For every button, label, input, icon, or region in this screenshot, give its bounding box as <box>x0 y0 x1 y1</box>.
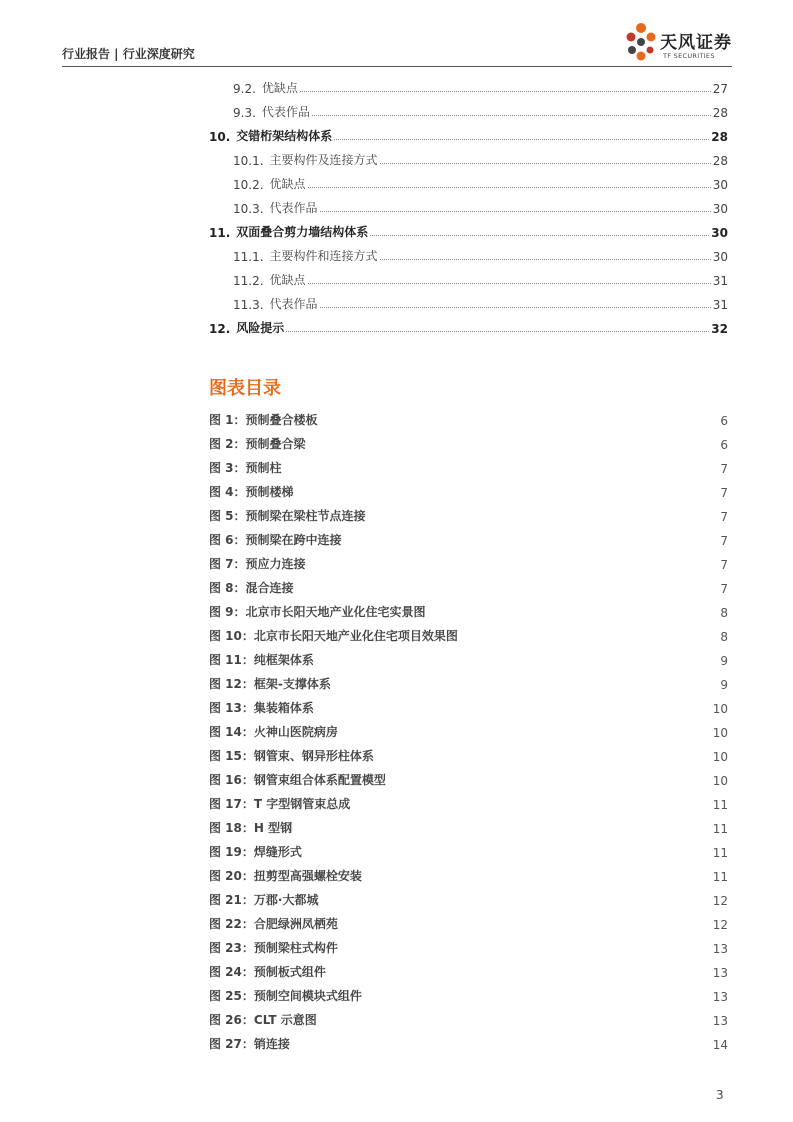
figure-entry-title: 钢管束、钢异形柱体系 <box>253 749 374 763</box>
table-of-contents <box>209 72 728 336</box>
figure-entry-page: 8 <box>720 606 728 620</box>
figure-entry[interactable] <box>209 980 728 1004</box>
figure-entry-title: 钢管束组合体系配置模型 <box>253 773 386 787</box>
figure-entry[interactable] <box>209 620 728 644</box>
figure-entry-label: 图 6： <box>209 533 246 547</box>
figure-entry-page: 10 <box>712 702 728 716</box>
figure-entry-title: 框架-支撑体系 <box>253 677 331 691</box>
figure-entry-title: 北京市长阳天地产业化住宅项目效果图 <box>253 629 458 643</box>
figure-entry[interactable] <box>209 500 728 524</box>
toc-entry-number: 11.3. <box>233 298 264 312</box>
figure-entry-title: 预制叠合梁 <box>245 437 306 451</box>
toc-entry[interactable] <box>209 192 728 216</box>
toc-entry-title: 优缺点 <box>269 177 306 191</box>
toc-leader-dots <box>300 91 711 92</box>
figure-entry[interactable] <box>209 860 728 884</box>
toc-leader-dots <box>320 211 711 212</box>
figure-entry-label: 图 5： <box>209 509 246 523</box>
figure-entry-page: 13 <box>712 1014 728 1028</box>
figure-entry-title: 纯框架体系 <box>253 653 314 667</box>
figure-entry-page: 7 <box>720 510 728 524</box>
figure-entry-page: 7 <box>720 486 728 500</box>
figure-entry[interactable] <box>209 404 728 428</box>
toc-entry-number: 9.2. <box>233 82 256 96</box>
toc-entry-title: 代表作品 <box>269 201 318 215</box>
figure-entry[interactable] <box>209 884 728 908</box>
toc-entry-title: 主要构件和连接方式 <box>269 249 378 263</box>
figure-entry[interactable] <box>209 932 728 956</box>
figure-entry-title: 万郡·大都城 <box>253 893 319 907</box>
toc-entry-title: 双面叠合剪力墙结构体系 <box>236 225 369 239</box>
figure-entry-title: 预应力连接 <box>245 557 306 571</box>
figure-entry-page: 13 <box>712 966 728 980</box>
toc-entry[interactable] <box>209 264 728 288</box>
figure-entry-label: 图 9： <box>209 605 246 619</box>
figure-entry-title: T 字型钢管束总成 <box>253 797 351 811</box>
figure-entry-label: 图 19： <box>209 845 254 859</box>
toc-entry[interactable] <box>209 72 728 96</box>
toc-entry-number: 11.2. <box>233 274 264 288</box>
company-logo <box>624 22 734 66</box>
figure-entry-label: 图 7： <box>209 557 246 571</box>
figure-entry-title: 预制梁在梁柱节点连接 <box>245 509 366 523</box>
figure-entry[interactable] <box>209 524 728 548</box>
toc-leader-dots <box>308 187 711 188</box>
figure-entry-page: 14 <box>712 1038 728 1052</box>
figure-entry-page: 12 <box>712 918 728 932</box>
toc-entry-page: 28 <box>712 154 728 168</box>
figure-entry-page: 7 <box>720 462 728 476</box>
figure-entry[interactable] <box>209 644 728 668</box>
figure-entry-label: 图 22： <box>209 917 254 931</box>
toc-leader-dots <box>308 283 711 284</box>
page-header <box>62 0 732 68</box>
toc-entry[interactable] <box>209 144 728 168</box>
figures-section-title: 图表目录 <box>209 378 281 399</box>
figure-entry-page: 6 <box>720 438 728 452</box>
header-title: 行业报告 | 行业深度研究 <box>62 47 195 61</box>
figure-entry-label: 图 24： <box>209 965 254 979</box>
toc-entry-number: 9.3. <box>233 106 256 120</box>
toc-entry-page: 30 <box>712 250 728 264</box>
toc-entry-page: 31 <box>712 298 728 312</box>
figure-entry-title: 焊缝形式 <box>253 845 302 859</box>
figure-entry-page: 11 <box>712 870 728 884</box>
figure-entry-title: 集装箱体系 <box>253 701 314 715</box>
toc-entry-title: 代表作品 <box>261 105 310 119</box>
figure-entry[interactable] <box>209 596 728 620</box>
figure-entry-title: 预制楼梯 <box>245 485 294 499</box>
figure-entry[interactable] <box>209 668 728 692</box>
figure-entry-page: 12 <box>712 894 728 908</box>
figure-entry[interactable] <box>209 572 728 596</box>
figure-entry-title: 合肥绿洲凤栖苑 <box>253 917 338 931</box>
toc-entry[interactable] <box>209 120 728 144</box>
figure-entry-label: 图 11： <box>209 653 254 667</box>
figure-entry-page: 7 <box>720 582 728 596</box>
toc-entry-number: 10. <box>209 130 231 144</box>
toc-entry-page: 30 <box>711 226 728 240</box>
figure-entry-page: 13 <box>712 990 728 1004</box>
figure-entry-label: 图 4： <box>209 485 246 499</box>
figure-entry-label: 图 10： <box>209 629 254 643</box>
figure-entry[interactable] <box>209 956 728 980</box>
figure-entry-page: 11 <box>712 798 728 812</box>
figure-entry-label: 图 16： <box>209 773 254 787</box>
figure-entry[interactable] <box>209 1028 728 1052</box>
figure-entry-title: 预制柱 <box>245 461 282 475</box>
figure-entry-label: 图 3： <box>209 461 246 475</box>
figure-entry-title: 预制梁柱式构件 <box>253 941 338 955</box>
toc-entry[interactable] <box>209 312 728 336</box>
header-divider <box>62 66 732 67</box>
figure-entry[interactable] <box>209 452 728 476</box>
figure-entry-label: 图 27： <box>209 1037 254 1051</box>
figure-entry-title: 北京市长阳天地产业化住宅实景图 <box>245 605 426 619</box>
toc-entry[interactable] <box>209 168 728 192</box>
figure-entry-label: 图 15： <box>209 749 254 763</box>
figure-entry[interactable] <box>209 716 728 740</box>
toc-entry-page: 30 <box>712 202 728 216</box>
toc-entry-page: 27 <box>712 82 728 96</box>
page-number: 3 <box>716 1088 724 1102</box>
toc-entry-title: 优缺点 <box>261 81 298 95</box>
figure-entry-label: 图 13： <box>209 701 254 715</box>
figure-entry[interactable] <box>209 788 728 812</box>
figure-entry-label: 图 20： <box>209 869 254 883</box>
figure-entry-page: 13 <box>712 942 728 956</box>
figure-entry-label: 图 2： <box>209 437 246 451</box>
toc-entry[interactable] <box>209 96 728 120</box>
toc-leader-dots <box>380 259 711 260</box>
toc-entry[interactable] <box>209 240 728 264</box>
figure-entry[interactable] <box>209 836 728 860</box>
figure-entry-page: 11 <box>712 846 728 860</box>
figure-entry-title: 预制空间模块式组件 <box>253 989 362 1003</box>
figure-entry-title: CLT 示意图 <box>253 1013 317 1027</box>
logo-subtext: TF SECURITIES <box>663 52 715 60</box>
figure-entry-page: 8 <box>720 630 728 644</box>
figure-entry[interactable] <box>209 428 728 452</box>
toc-leader-dots <box>320 307 711 308</box>
figure-entry[interactable] <box>209 812 728 836</box>
toc-entry-title: 主要构件及连接方式 <box>269 153 378 167</box>
figure-entry-label: 图 12： <box>209 677 254 691</box>
figure-entry-page: 6 <box>720 414 728 428</box>
toc-entry-title: 风险提示 <box>236 321 285 335</box>
toc-leader-dots <box>334 139 709 140</box>
toc-entry-number: 10.3. <box>233 202 264 216</box>
figure-entry-page: 10 <box>712 774 728 788</box>
figure-entry-page: 10 <box>712 750 728 764</box>
figure-entry-title: 混合连接 <box>245 581 294 595</box>
figure-entry-title: 预制梁在跨中连接 <box>245 533 342 547</box>
figure-entry-page: 7 <box>720 534 728 548</box>
toc-leader-dots <box>380 163 711 164</box>
flower-logo-icon <box>624 22 658 64</box>
toc-entry-title: 代表作品 <box>269 297 318 311</box>
figure-entry[interactable] <box>209 692 728 716</box>
toc-entry[interactable] <box>209 288 728 312</box>
toc-entry-page: 28 <box>712 106 728 120</box>
figure-entry-title: 销连接 <box>253 1037 290 1051</box>
figure-entry-label: 图 26： <box>209 1013 254 1027</box>
figure-list <box>209 404 728 1052</box>
figure-entry-title: 扭剪型高强螺栓安装 <box>253 869 362 883</box>
figure-entry[interactable] <box>209 740 728 764</box>
toc-entry[interactable] <box>209 216 728 240</box>
figure-entry-label: 图 17： <box>209 797 254 811</box>
toc-entry-title: 交错桁架结构体系 <box>236 129 333 143</box>
figure-entry-title: H 型钢 <box>253 821 293 835</box>
toc-entry-number: 10.1. <box>233 154 264 168</box>
figure-entry[interactable] <box>209 1004 728 1028</box>
figure-entry-label: 图 8： <box>209 581 246 595</box>
figure-entry-title: 预制板式组件 <box>253 965 326 979</box>
figure-entry-label: 图 1： <box>209 413 246 427</box>
toc-entry-page: 32 <box>711 322 728 336</box>
figure-entry-label: 图 18： <box>209 821 254 835</box>
figure-entry-label: 图 21： <box>209 893 254 907</box>
toc-entry-page: 31 <box>712 274 728 288</box>
toc-leader-dots <box>286 331 709 332</box>
figure-entry[interactable] <box>209 548 728 572</box>
figure-entry-page: 9 <box>720 654 728 668</box>
figure-entry[interactable] <box>209 476 728 500</box>
toc-leader-dots <box>312 115 711 116</box>
toc-leader-dots <box>370 235 709 236</box>
toc-entry-number: 10.2. <box>233 178 264 192</box>
toc-entry-number: 11. <box>209 226 231 240</box>
figure-entry-page: 7 <box>720 558 728 572</box>
toc-entry-page: 28 <box>711 130 728 144</box>
figure-entry-label: 图 23： <box>209 941 254 955</box>
figure-entry-title: 预制叠合楼板 <box>245 413 318 427</box>
figure-entry-page: 11 <box>712 822 728 836</box>
figure-entry-label: 图 25： <box>209 989 254 1003</box>
figure-entry-title: 火神山医院病房 <box>253 725 338 739</box>
toc-entry-title: 优缺点 <box>269 273 306 287</box>
figure-entry[interactable] <box>209 764 728 788</box>
toc-entry-number: 12. <box>209 322 231 336</box>
logo-text: 天风证券 <box>660 33 732 53</box>
toc-entry-number: 11.1. <box>233 250 264 264</box>
toc-entry-page: 30 <box>712 178 728 192</box>
figure-entry[interactable] <box>209 908 728 932</box>
figure-entry-page: 10 <box>712 726 728 740</box>
figure-entry-page: 9 <box>720 678 728 692</box>
figure-entry-label: 图 14： <box>209 725 254 739</box>
